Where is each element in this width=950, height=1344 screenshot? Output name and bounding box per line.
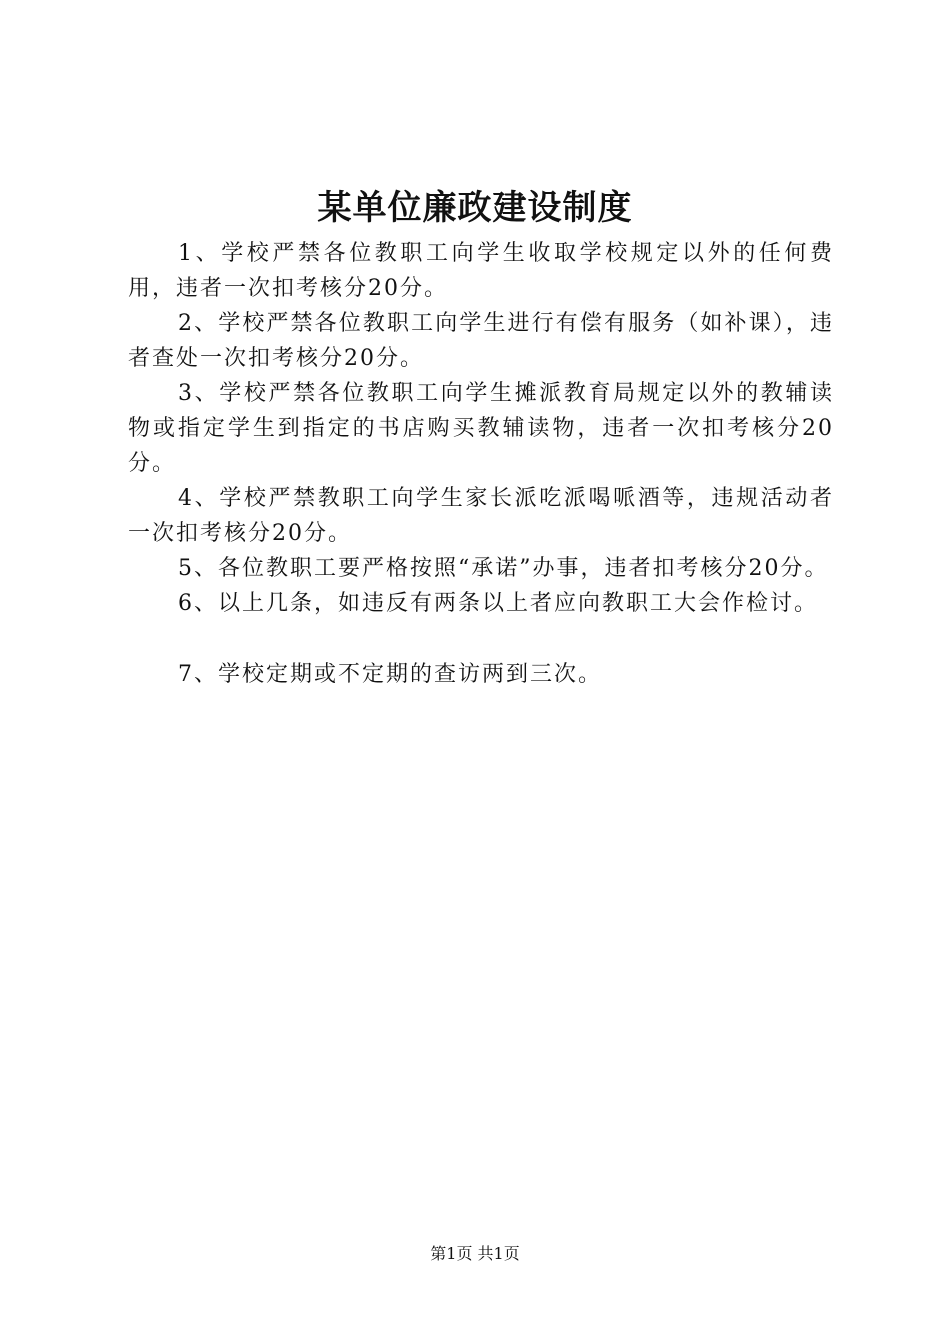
document-title: 某单位廉政建设制度 [317,188,633,228]
rule-paragraph-5: 5、各位教职工要严格按照“承诺”办事，违者扣考核分20分。 [178,556,829,581]
rule-paragraph-2: 2、学校严禁各位教职工向学生进行有偿有服务（如补课），违者查处一次扣考核分20分。 [128,311,834,371]
rule-paragraph-6: 6、以上几条，如违反有两条以上者应向教职工大会作检讨。 [178,591,818,616]
rule-paragraph-3: 3、学校严禁各位教职工向学生摊派教育局规定以外的教辅读物或指定学生到指定的书店购买教辅读物，违者一次扣考核分20分。 [128,381,834,476]
page-number-footer: 第1页 共1页 [430,1244,520,1263]
rule-paragraph-1: 1、学校严禁各位教职工向学生收取学校规定以外的任何费用，违者一次扣考核分20分。 [128,241,834,301]
document-body [128,236,834,692]
rule-paragraph-7: 7、学校定期或不定期的查访两到三次。 [178,662,602,687]
rule-paragraph-4: 4、学校严禁教职工向学生家长派吃派喝哌酒等，违规活动者一次扣考核分20分。 [128,486,834,546]
